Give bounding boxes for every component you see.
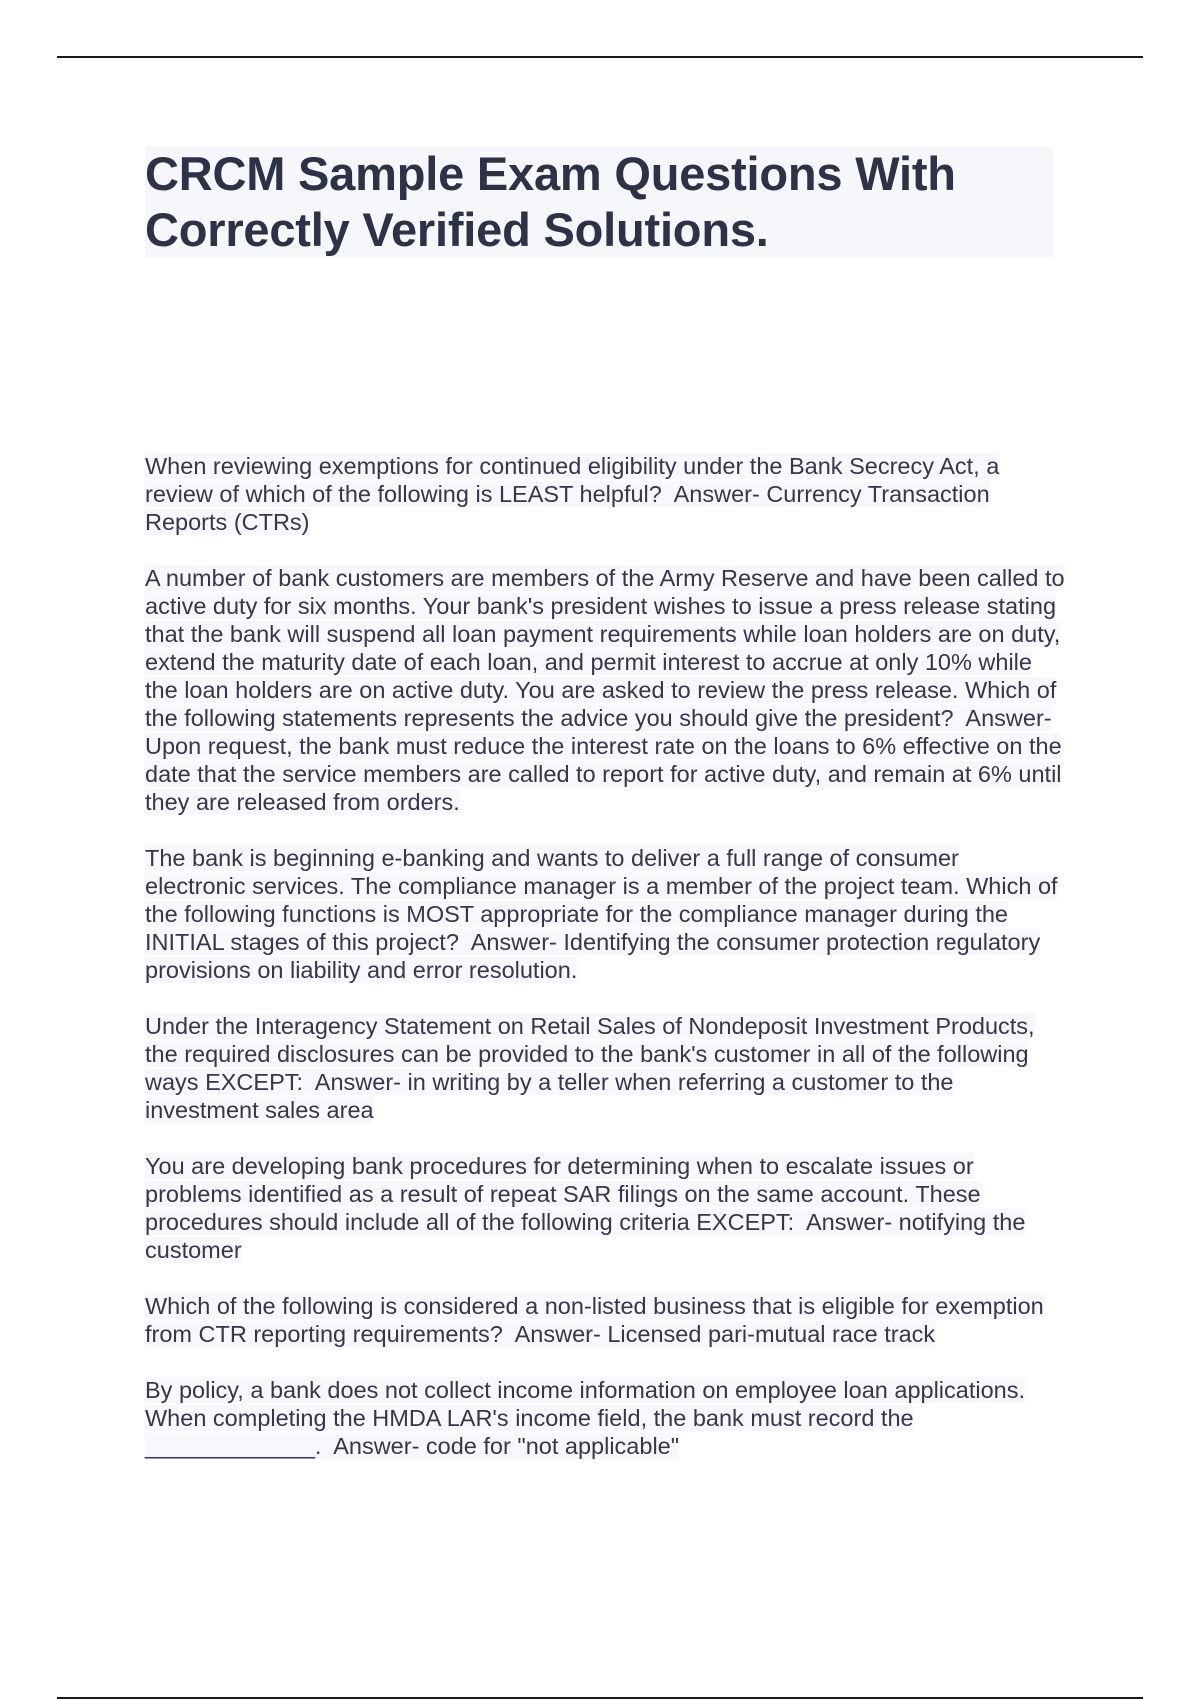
qa-text (145, 1153, 1025, 1263)
qa-list (145, 452, 1065, 1488)
answer-text: Answer- Currency Transaction Reports (CTRs) (145, 481, 990, 535)
answer-text: Answer- notifying the customer (145, 1209, 1026, 1263)
footer-rule (57, 1697, 1143, 1699)
qa-item-3 (145, 844, 1065, 984)
answer-text: Answer- Identifying the consumer protection regulatory provisions on liability and error resolution. (145, 929, 1041, 983)
qa-text (145, 845, 1058, 983)
question-text: A number of bank customers are members of the Army Reserve and have been called to active duty for six months. Your bank's president wishes to issue a press release stating that the bank will suspend all loan payment requirements while loan holders are on duty, extend the maturity date of each loan, and permit interest to accrue at only 10% while the loan holders are on active duty. You are asked to review the press release. Which of the following statements represents the advice you should give the president? (145, 565, 1065, 731)
qa-item-5 (145, 1152, 1065, 1264)
qa-item-1 (145, 452, 1065, 536)
answer-text: Answer- Licensed pari-mutual race track (514, 1321, 936, 1347)
question-text: The bank is beginning e-banking and wants to deliver a full range of consumer electronic services. The compliance manager is a member of the project team. Which of the following functions is MOST appropriate for the compliance manager during the INITIAL stages of this project? (145, 845, 1058, 955)
qa-text (145, 1013, 1035, 1123)
qa-text (145, 1293, 1044, 1347)
qa-text (145, 1377, 1025, 1459)
title-block (145, 146, 1053, 258)
qa-text (145, 565, 1065, 815)
header-rule (57, 56, 1143, 58)
document-title: CRCM Sample Exam Questions With Correctly Verified Solutions. (145, 147, 956, 256)
question-text: Which of the following is considered a non-listed business that is eligible for exemption from CTR reporting requirements? (145, 1293, 1044, 1347)
answer-text: Answer- in writing by a teller when referring a customer to the investment sales area (145, 1069, 954, 1123)
question-text: Under the Interagency Statement on Retail Sales of Nondeposit Investment Products, the required disclosures can be provided to the bank's customer in all of the following ways EXCEPT: (145, 1013, 1035, 1095)
qa-item-2 (145, 564, 1065, 816)
question-text: By policy, a bank does not collect income information on employee loan applications. When completing the HMDA LAR's income field, the bank must record the _____________. (145, 1377, 1026, 1459)
qa-item-7 (145, 1376, 1065, 1460)
answer-text: Answer- Upon request, the bank must reduce the interest rate on the loans to 6% effective on the date that the service members are called to report for active duty, and remain at 6% until they are released from orders. (145, 705, 1062, 815)
question-text: When reviewing exemptions for continued eligibility under the Bank Secrecy Act, a review of which of the following is LEAST helpful? (145, 453, 1000, 507)
qa-item-4 (145, 1012, 1065, 1124)
question-text: You are developing bank procedures for determining when to escalate issues or problems identified as a result of repeat SAR filings on the same account. These procedures should include all of the following criteria EXCEPT: (145, 1153, 981, 1235)
qa-item-6 (145, 1292, 1065, 1348)
qa-text (145, 453, 999, 535)
answer-text: Answer- code for "not applicable" (333, 1433, 680, 1459)
